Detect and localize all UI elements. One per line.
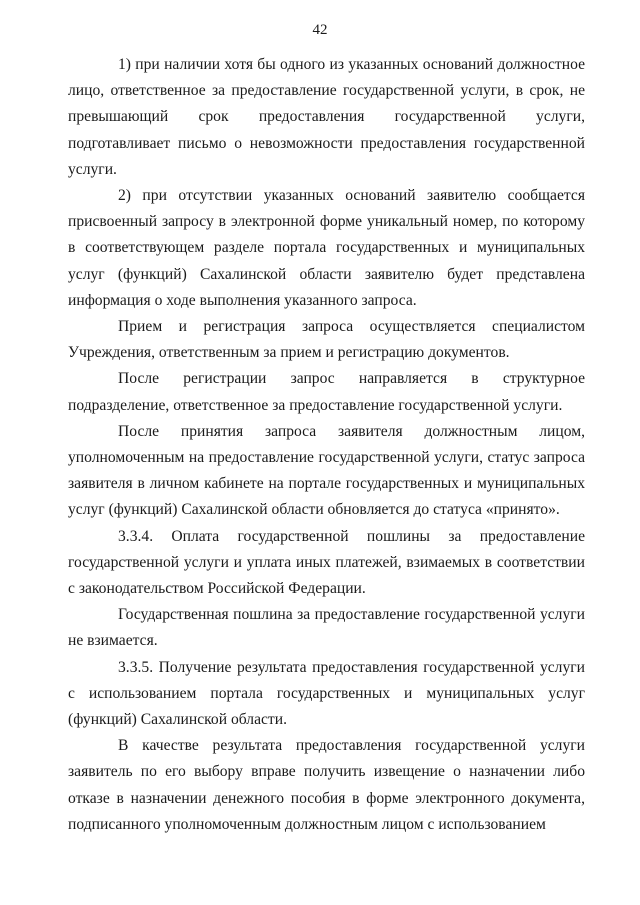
- paragraph-5: После принятия запроса заявителя должностным лицом, уполномоченным на предоставление государственной услуги, статус запроса заявителя в личном кабинете на портале государственных и муниципальных услуг (функций) Сахалинской области обновляется до статуса «принято».: [68, 422, 585, 519]
- paragraph-4: После регистрации запрос направляется в структурное подразделение, ответственное за предоставление государственной услуги.: [68, 370, 585, 414]
- paragraph-1: 1) при наличии хотя бы одного из указанных оснований должностное лицо, ответственное за предоставление государственной услуги, в срок, не превышающий срок предоставления государственной услуги, подготавливает письмо о невозможности предоставления государственной услуги.: [68, 56, 585, 178]
- paragraph-6: 3.3.4. Оплата государственной пошлины за предоставление государственной услуги и уплата иных платежей, взимаемых в соответствии с законодательством Российской Федерации.: [68, 527, 585, 598]
- document-body: [68, 52, 585, 838]
- paragraph-2: 2) при отсутствии указанных оснований заявителю сообщается присвоенный запросу в электронной форме уникальный номер, по которому в соответствующем разделе портала государственных и муниципальных услуг (функций) Сахалинской области заявителю будет представлена информация о ходе выполнения указанного запроса.: [68, 187, 585, 309]
- page-number: 42: [312, 22, 328, 38]
- paragraph-8: 3.3.5. Получение результата предоставления государственной услуги с использованием портала государственных и муниципальных услуг (функций) Сахалинской области.: [68, 658, 585, 729]
- paragraph-7: Государственная пошлина за предоставление государственной услуги не взимается.: [68, 606, 585, 650]
- paragraph-3: Прием и регистрация запроса осуществляется специалистом Учреждения, ответственным за прием и регистрацию документов.: [68, 318, 585, 362]
- paragraph-9: В качестве результата предоставления государственной услуги заявитель по его выбору вправе получить извещение о назначении либо отказе в назначении денежного пособия в форме электронного документа, подписанного уполномоченным должностным лицом с использованием: [68, 737, 585, 833]
